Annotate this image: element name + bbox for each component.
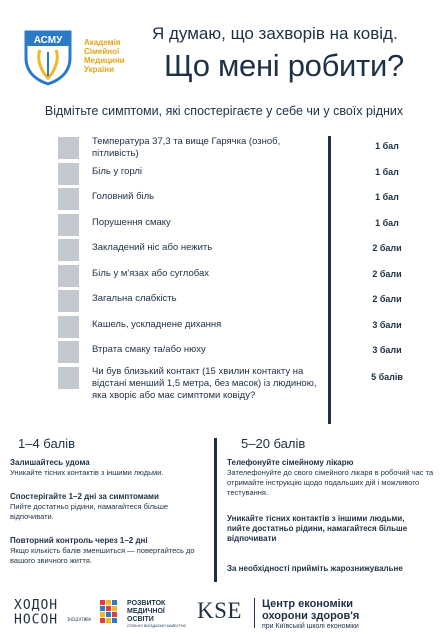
symptom-row — [58, 238, 438, 264]
symptom-checkbox[interactable] — [58, 341, 79, 363]
symptom-score: 1 бал — [375, 141, 399, 151]
low-advice-3: Повторний контроль через 1–2 дні Якщо кількість балів зменшиться — повертайтесь до вашого звичного життя. — [10, 536, 195, 565]
low-range-title: 1–4 балів — [18, 436, 76, 451]
academy-name: Академія Сімейної Медицини України — [84, 38, 125, 74]
results-divider — [214, 438, 217, 582]
high-advice-2: Уникайте тісних контактів з іншими людьми, пийте достатньо рідини, намагайтеся більше відпочивати — [227, 514, 408, 543]
symptom-label: Закладений ніс або нежить — [92, 242, 213, 253]
symptom-score: 1 бал — [375, 217, 399, 228]
symptom-score: 2 бали — [372, 294, 402, 304]
low-advice-1: Залишайтесь удома Уникайте тісних контактів з іншими людьми. — [10, 458, 164, 477]
symptom-checkbox[interactable] — [58, 367, 79, 389]
symptom-row — [58, 136, 438, 162]
symptom-checkbox[interactable] — [58, 316, 79, 338]
symptom-checkbox[interactable] — [58, 137, 79, 159]
headline-big: Що мені робити? — [164, 48, 404, 83]
symptom-row — [58, 162, 438, 188]
symptom-label: Чи був близький контакт (15 хвилин контакту на відстані менший 1,5 метра, без масок) із людиною, яка хворіє або має симптоми ковіду? — [92, 365, 317, 401]
symptom-label: Біль у м'язах або суглобах — [92, 267, 209, 279]
symptom-row — [58, 213, 438, 239]
symptom-row — [58, 315, 438, 341]
symptom-score: 2 бали — [372, 243, 402, 253]
symptom-checkbox[interactable] — [58, 290, 79, 312]
high-advice-1: Телефонуйте сімейному лікарю Зателефонуйте до свого сімейного лікаря в робочий час та отримайте інструкцію щодо подальших дій і можливого тестування. — [227, 458, 434, 497]
symptom-list — [58, 136, 438, 422]
symptom-score: 1 бал — [375, 166, 399, 177]
symptom-checkbox[interactable] — [58, 188, 79, 210]
symptom-row — [58, 289, 438, 315]
low-advice-2: Спостерігайте 1–2 дні за симптомами Пийте достатньо рідини, намагайтеся більше відпочивати. — [10, 492, 169, 521]
symptom-checkbox[interactable] — [58, 214, 79, 236]
symptom-label: Головний біль — [92, 191, 155, 202]
symptom-checkbox[interactable] — [58, 239, 79, 261]
symptom-score: 3 бали — [372, 319, 402, 330]
asmu-abbr: АСМУ — [33, 35, 63, 46]
symptom-checkbox[interactable] — [58, 265, 79, 287]
kse-divider — [254, 598, 255, 628]
kse-logo: KSE — [197, 598, 242, 623]
high-range-title: 5–20 балів — [241, 436, 306, 451]
symptom-score: 3 бали — [372, 345, 402, 355]
headline-small: Я думаю, що захворів на ковід. — [152, 24, 398, 43]
symptom-row — [58, 187, 438, 213]
symptom-checkbox[interactable] — [58, 163, 79, 185]
symptom-row — [58, 366, 438, 422]
symptom-row — [58, 340, 438, 366]
kse-center-name: Центр економіки охорони здоров'я при Київській школі економіки — [262, 598, 360, 630]
high-advice-3: За необхідності прийміть жарознижувальне — [227, 564, 403, 573]
symptom-score: 1 бал — [375, 192, 399, 202]
hodon-logo: ХОДОН НОСОН ІНІЦІАТИВА — [14, 598, 92, 628]
instruction: Відмітьте симптоми, які спостерігаєте у себе чи у своїх рідних — [44, 104, 404, 118]
symptom-label: Загальна слабкість — [92, 293, 177, 304]
medical-education-logo-text: РОЗВИТОК МЕДИЧНОЇ ОСВІТИ СПІЛЬНО ВИГАДАЄМО МАЙБУТНЄ — [127, 600, 187, 628]
medical-education-logo-icon — [100, 600, 124, 626]
symptom-label: Кашель, ускладнене дихання — [92, 318, 222, 330]
symptom-label: Порушення смаку — [92, 216, 171, 228]
symptom-score: 2 бали — [372, 268, 402, 279]
symptom-score: 5 балів — [371, 371, 403, 382]
symptom-label: Біль у горлі — [92, 165, 143, 177]
symptom-label: Температура 37,3 та вище Гарячка (озноб, пітливість) — [92, 136, 281, 159]
symptom-label: Втрата смаку та/або нюху — [92, 344, 206, 355]
symptom-row — [58, 264, 438, 290]
asmu-logo — [22, 28, 74, 86]
